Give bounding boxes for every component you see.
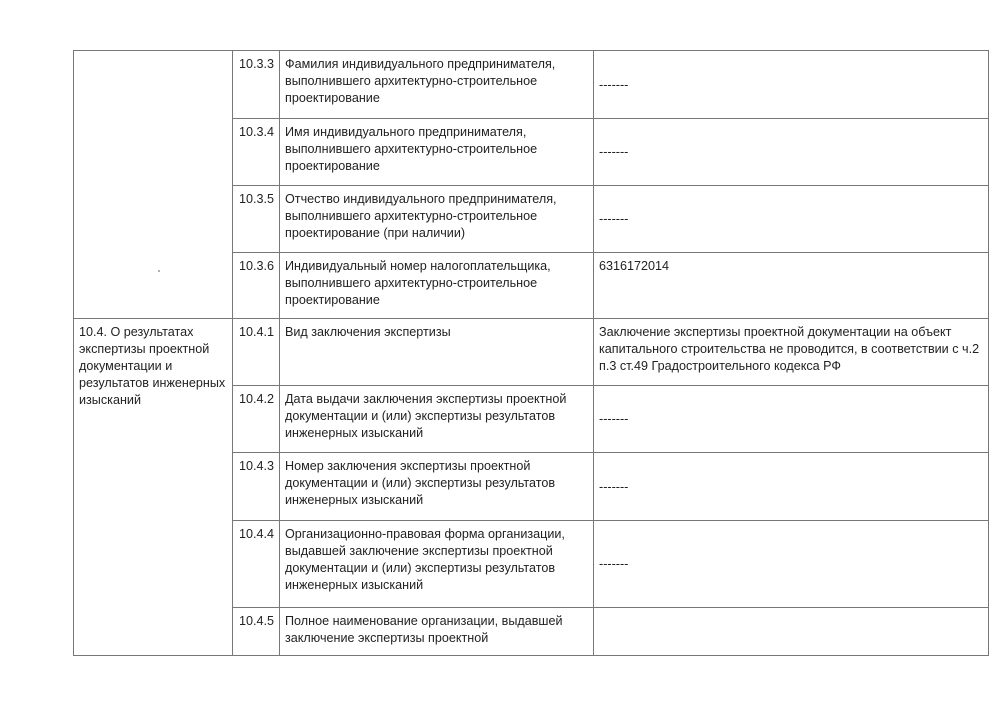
row-number: 10.3.3 (233, 51, 280, 119)
section-10-4-title: 10.4. О результатах экспертизы проектной документации и результатов инженерных изысканий (74, 319, 233, 656)
row-label: Номер заключения экспертизы проектной документации и (или) экспертизы результатов инженерных изысканий (280, 453, 594, 521)
row-number: 10.3.4 (233, 119, 280, 186)
declaration-table (73, 50, 989, 656)
row-label: Имя индивидуального предпринимателя, выполнившего архитектурно-строительное проектирование (280, 119, 594, 186)
row-value: 6316172014 (594, 253, 989, 319)
row-value: ------- (594, 453, 989, 521)
row-value (594, 608, 989, 656)
table-row (74, 51, 989, 119)
row-value: ------- (594, 51, 989, 119)
row-number: 10.3.5 (233, 186, 280, 253)
row-number: 10.4.5 (233, 608, 280, 656)
row-label: Фамилия индивидуального предпринимателя, выполнившего архитектурно-строительное проектирование (280, 51, 594, 119)
row-number: 10.4.3 (233, 453, 280, 521)
row-label: Отчество индивидуального предпринимателя, выполнившего архитектурно-строительное проектирование (при наличии) (280, 186, 594, 253)
row-number: 10.4.2 (233, 386, 280, 453)
row-label: Организационно-правовая форма организации, выдавшей заключение экспертизы проектной документации и (или) экспертизы результатов инженерных изысканий (280, 521, 594, 608)
row-label: Индивидуальный номер налогоплательщика, выполнившего архитектурно-строительное проектирование (280, 253, 594, 319)
row-number: 10.4.4 (233, 521, 280, 608)
row-number: 10.4.1 (233, 319, 280, 386)
row-label: Вид заключения экспертизы (280, 319, 594, 386)
row-value: ------- (594, 386, 989, 453)
table-row (74, 319, 989, 386)
row-number: 10.3.6 (233, 253, 280, 319)
row-value: Заключение экспертизы проектной документации на объект капитального строительства не проводится, в соответствии с ч.2 п.3 ст.49 Градостроительного кодекса РФ (594, 319, 989, 386)
row-label: Дата выдачи заключения экспертизы проектной документации и (или) экспертизы результатов инженерных изысканий (280, 386, 594, 453)
row-value: ------- (594, 119, 989, 186)
row-value: ------- (594, 521, 989, 608)
row-value: ------- (594, 186, 989, 253)
row-label: Полное наименование организации, выдавшей заключение экспертизы проектной (280, 608, 594, 656)
section-10-3-cell (74, 51, 233, 319)
